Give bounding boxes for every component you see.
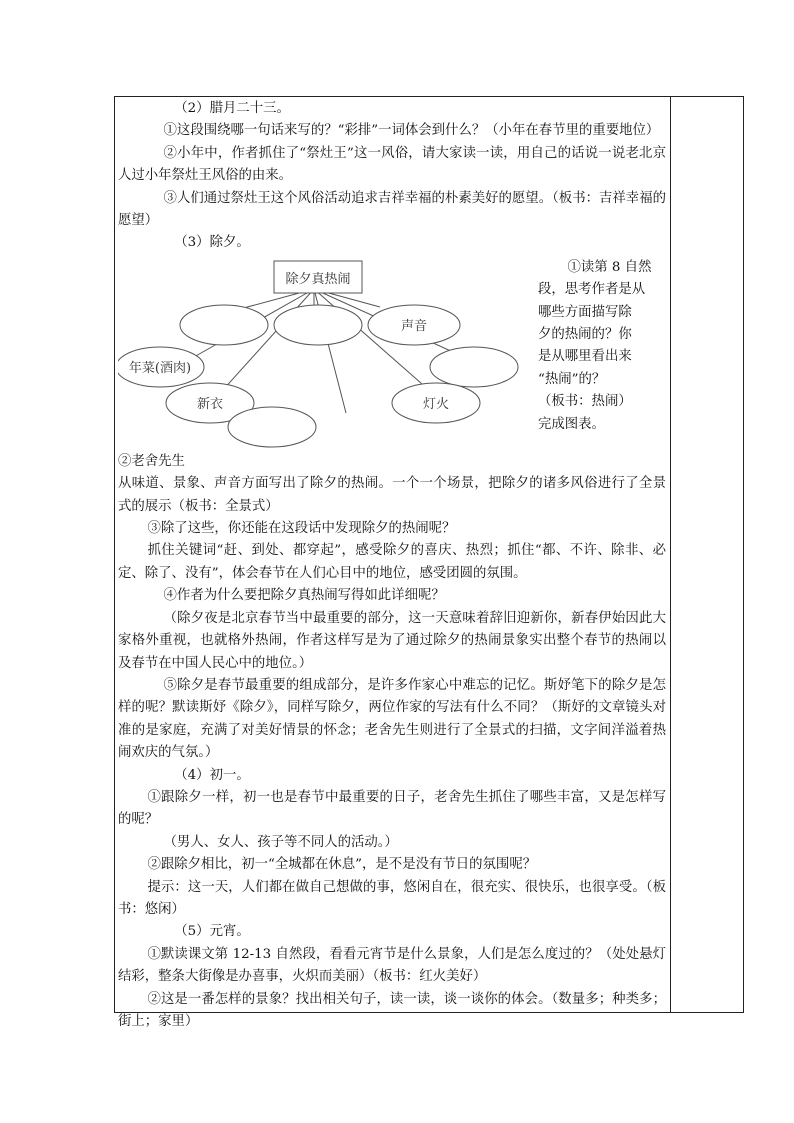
side-note-line: 夕的热闹的？你 [538,327,632,343]
paragraph: ①默读课文第 12-13 自然段，看看元宵节是什么景象，人们是怎么度过的？（处处悬灯结彩，整条大街像是办喜事，火炽而美丽）（板书：红火美好） [118,946,666,985]
table-column-divider [670,96,671,1013]
paragraph: ②小年中，作者抓住了“祭灶王”这一风俗，请大家读一读，用自己的话说一说老北京人过小年祭灶王风俗的由来。 [118,145,666,184]
side-note-line: 完成图表。 [538,416,605,432]
paragraph: ②跟除夕相比，初一“全城都在休息”，是不是没有节日的氛围呢？ [147,857,537,873]
paragraph: 抓住关键词“赶、到处、都穿起”，感受除夕的喜庆、热烈；抓住“都、不许、除非、必定、除了、没有”，体会春节在人们心目中的地位，感受团圆的氛围。 [118,543,666,581]
paragraph: 提示：这一天，人们都在做自己想做的事，悠闲自在，很充实、很快乐，也很享受。（板书：悠闲） [118,879,666,917]
paragraph: （除夕夜是北京春节当中最重要的部分，这一天意味着辞旧迎新你，新春伊始因此大家格外重视，也就格外热闹，作者这样写是为了通过除夕的热闹景象实出整个春节的热闹以及春节在中国人民心中的地位。） [118,610,666,671]
paragraph: ③人们通过祭灶王这个风俗活动追求吉祥幸福的朴素美好的愿望。（板书：吉祥幸福的愿望） [118,190,666,229]
paragraph: ①这段围绕哪一句话来写的？“彩排”一词体会到什么？（小年在春节里的重要地位） [163,123,660,139]
lesson-content [118,98,666,1033]
paragraph: ①跟除夕一样，初一也是春节中最重要的日子，老舍先生抓住了哪些丰富，又是怎样写的呢？ [118,789,666,828]
diagram-row [118,255,666,451]
section-heading: （2）腊月二十三。 [174,101,290,116]
node-label: 声音 [400,318,428,334]
side-note-line: （板书：热闹） [538,394,632,410]
paragraph: 从味道、景象、声音方面写出了除夕的热闹。一个一个场景，把除夕的诸多风俗进行了全景式的展示（板书：全景式） [118,476,666,514]
paragraph: ②老舍先生 [118,453,185,469]
side-note-line: 哪些方面描写除 [538,304,632,320]
side-note-line: 是从哪里看出来 [538,349,632,365]
node-label: 年菜(酒肉) [128,360,192,376]
node-ellipse [430,347,518,387]
section-heading: （3）除夕。 [174,235,250,251]
node-ellipse [228,407,316,447]
paragraph: （男人、女人、孩子等不同人的活动。） [163,834,398,850]
section-heading: （4）初一。 [174,767,250,783]
node-label: 灯火 [422,396,450,412]
mind-map-diagram [118,255,538,451]
side-note-line: 段，思考作者是从 [538,282,646,298]
paragraph: ②这是一番怎样的景象？找出相关句子，读一读，谈一谈你的体会。（数量多；种类多；街上；家里） [118,991,666,1029]
node-ellipse [180,305,268,345]
section-heading: （5）元宵。 [174,924,250,940]
node-label: 新衣 [196,396,224,412]
side-note-line: ①读第 8 自然 [567,259,652,275]
node-ellipse [274,305,362,345]
paragraph: ⑤除夕是春节最重要的组成部分，是许多作家心中难忘的记忆。斯妤笔下的除夕是怎样的呢？默读斯妤《除夕》，同样写除夕，两位作家的写法有什么不同？（斯妤的文章镜头对准的是家庭，充满了对美好情景的怀念；老舍先生则进行了全景式的扫描，文字间洋溢着热闹欢庆的气氛。） [118,677,666,761]
center-label: 除夕真热闹 [285,271,351,287]
paragraph: ④作者为什么要把除夕真热闹写得如此详细呢？ [163,588,445,604]
paragraph: ③除了这些，你还能在这段话中发现除夕的热闹呢？ [147,521,456,537]
side-note-line: “热闹”的？ [538,371,606,387]
diagram-side-note [538,257,668,436]
